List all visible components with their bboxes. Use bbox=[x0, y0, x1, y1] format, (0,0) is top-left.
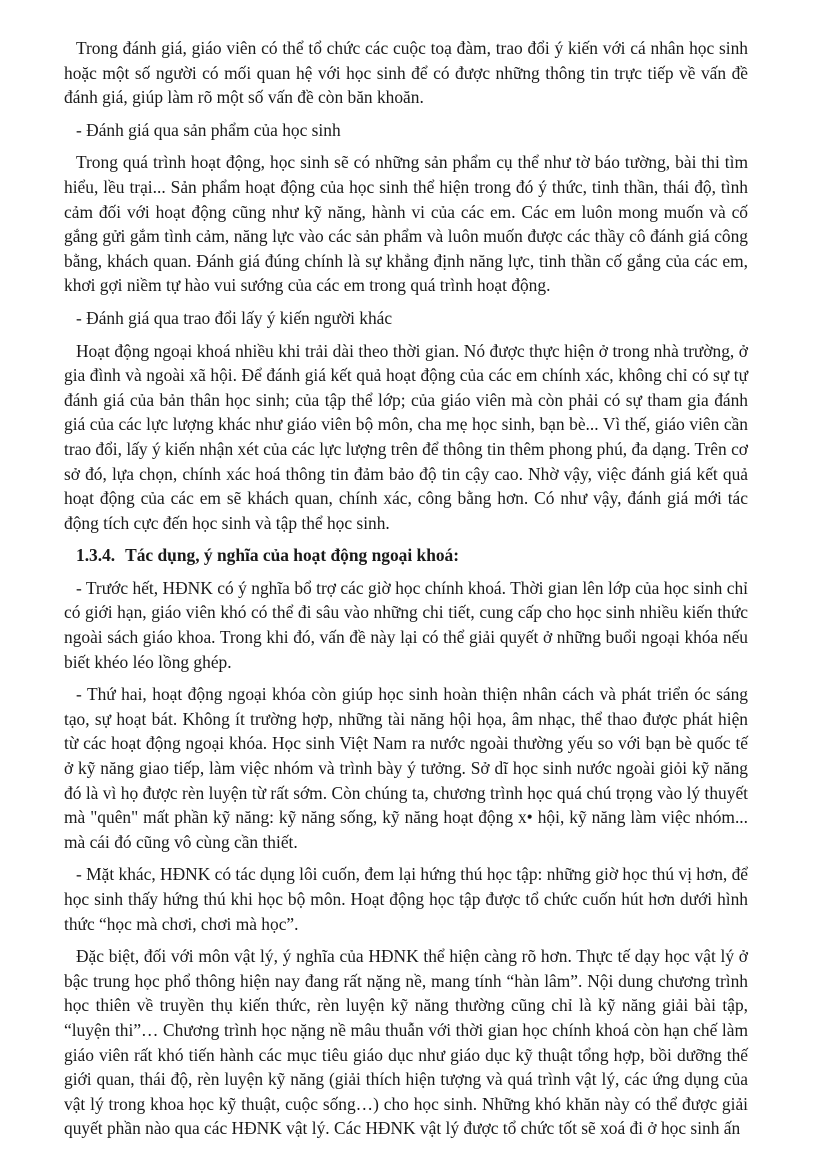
paragraph-product-assessment: Trong quá trình hoạt động, học sinh sẽ có những sản phẩm cụ thể như tờ báo tường, bài thi tìm hiểu, lều trại... Sản phẩm hoạt động của học sinh thể hiện trong đó ý thức, tinh thần, thái độ, tình cảm đối với hoạt động cũng như kỹ năng, hành vi của các em. Các em luôn mong muốn và cố gắng gửi gắm tình cảm, năng lực vào các sản phẩm và luôn muốn được các thầy cô đánh giá công bằng, khách quan. Đánh giá đúng chính là sự khẳng định năng lực, tinh thần cố gắng của các em, khơi gợi niềm tự hào vui sướng của các em trong quá trình hoạt động. bbox=[64, 152, 748, 296]
section-number: 1.3.4. bbox=[76, 545, 116, 566]
paragraph-physics-significance: Đặc biệt, đối với môn vật lý, ý nghĩa của HĐNK thể hiện càng rõ hơn. Thực tế dạy học vật lý ở bậc trung học phổ thông hiện nay đang rất nặng nề, mang tính “hàn lâm”. Nội dung chương trình học thiên về truyền thụ kiến thức, rèn luyện kỹ năng thường cũng chỉ là kỹ năng giải bài tập, “luyện thi”… Chương trình học nặng nề mâu thuẫn với thời gian học chính khoá còn hạn chế làm giáo viên rất khó tiến hành các mục tiêu giáo dục như giáo dục kỹ thuật tổng hợp, bồi dưỡng thế giới quan, thái độ, rèn luyện kỹ năng (giải thích hiện tượng và quá trình vật lý, các ứng dụng của vật lý trong khoa học kỹ thuật, cuộc sống…) cho học sinh. Những khó khăn này có thể được giải quyết phần nào qua các HĐNK vật lý. Các HĐNK vật lý được tổ chức tốt sẽ xoá đi ở học sinh ấn bbox=[64, 946, 748, 1139]
subheading-product-assessment: - Đánh giá qua sản phẩm của học sinh bbox=[76, 119, 341, 140]
paragraph-interview-assessment: Trong đánh giá, giáo viên có thể tổ chức các cuộc toạ đàm, trao đổi ý kiến với cá nhân học sinh hoặc một số người có mối quan hệ với học sinh để có được những thông tin trực tiếp về vấn đề đánh giá, giúp làm rõ một số vấn đề còn băn khoăn. bbox=[64, 38, 748, 108]
paragraph-third-point: - Mặt khác, HĐNK có tác dụng lôi cuốn, đem lại hứng thú học tập: những giờ học thú vị hơn, để học sinh thấy hứng thú khi học bộ môn. Hoạt động học tập được tổ chức cuốn hút hơn dưới hình thức “học mà chơi, chơi mà học”. bbox=[64, 864, 748, 934]
paragraph-second-point: - Thứ hai, hoạt động ngoại khóa còn giúp học sinh hoàn thiện nhân cách và phát triển óc sáng tạo, sự hoạt bát. Không ít trường hợp, những tài năng hội họa, âm nhạc, thể thao được phát hiện từ các hoạt động ngoại khóa. Học sinh Việt Nam ra nước ngoài thường yếu so với bạn bè quốc tế ở kỹ năng giao tiếp, làm việc nhóm và trình bày ý tưởng. Sở dĩ học sinh nước ngoài giỏi kỹ năng đó là vì họ được rèn luyện từ rất sớm. Còn chúng ta, chương trình học quá chú trọng vào lý thuyết mà "quên" mất phần kỹ năng: kỹ năng sống, kỹ năng hoạt động x• hội, kỹ năng làm việc nhóm... mà cái đó cũng vô cùng cần thiết. bbox=[64, 684, 748, 852]
paragraph-first-point: - Trước hết, HĐNK có ý nghĩa bổ trợ các giờ học chính khoá. Thời gian lên lớp của học sinh chỉ có giới hạn, giáo viên khó có thể đi sâu vào những chi tiết, cung cấp cho học sinh nhiều kiến thức ngoài sách giáo khoa. Trong khi đó, vấn đề này lại có thể giải quyết ở những buổi ngoại khóa nếu biết khéo léo lồng ghép. bbox=[64, 577, 748, 672]
paragraph-opinion-assessment: Hoạt động ngoại khoá nhiều khi trải dài theo thời gian. Nó được thực hiện ở trong nhà trường, ở gia đình và ngoài xã hội. Để đánh giá kết quả hoạt động của các em chính xác, không chỉ có sự tự đánh giá của bản thân học sinh; của tập thể lớp; của giáo viên mà còn phải có sự tham gia đánh giá của các lực lượng khác như giáo viên bộ môn, cha mẹ học sinh, bạn bè... Vì thế, giáo viên cần trao đổi, lấy ý kiến nhận xét của các lực lượng trên để thông tin thêm phong phú, đa dạng. Trên cơ sở đó, lựa chọn, chính xác hoá thông tin đảm bảo độ tin cậy cao. Nhờ vậy, việc đánh giá kết quả hoạt động của các em sẽ khách quan, chính xác, công bằng hơn. Có như vậy, đánh giá mới tác động tích cực đến học sinh và tập thể học sinh. bbox=[64, 340, 748, 533]
subheading-opinion-assessment: - Đánh giá qua trao đổi lấy ý kiến người khác bbox=[76, 307, 393, 328]
document-page bbox=[64, 36, 748, 1149]
section-heading bbox=[64, 543, 748, 568]
section-title: Tác dụng, ý nghĩa của hoạt động ngoại khoá: bbox=[125, 545, 460, 566]
